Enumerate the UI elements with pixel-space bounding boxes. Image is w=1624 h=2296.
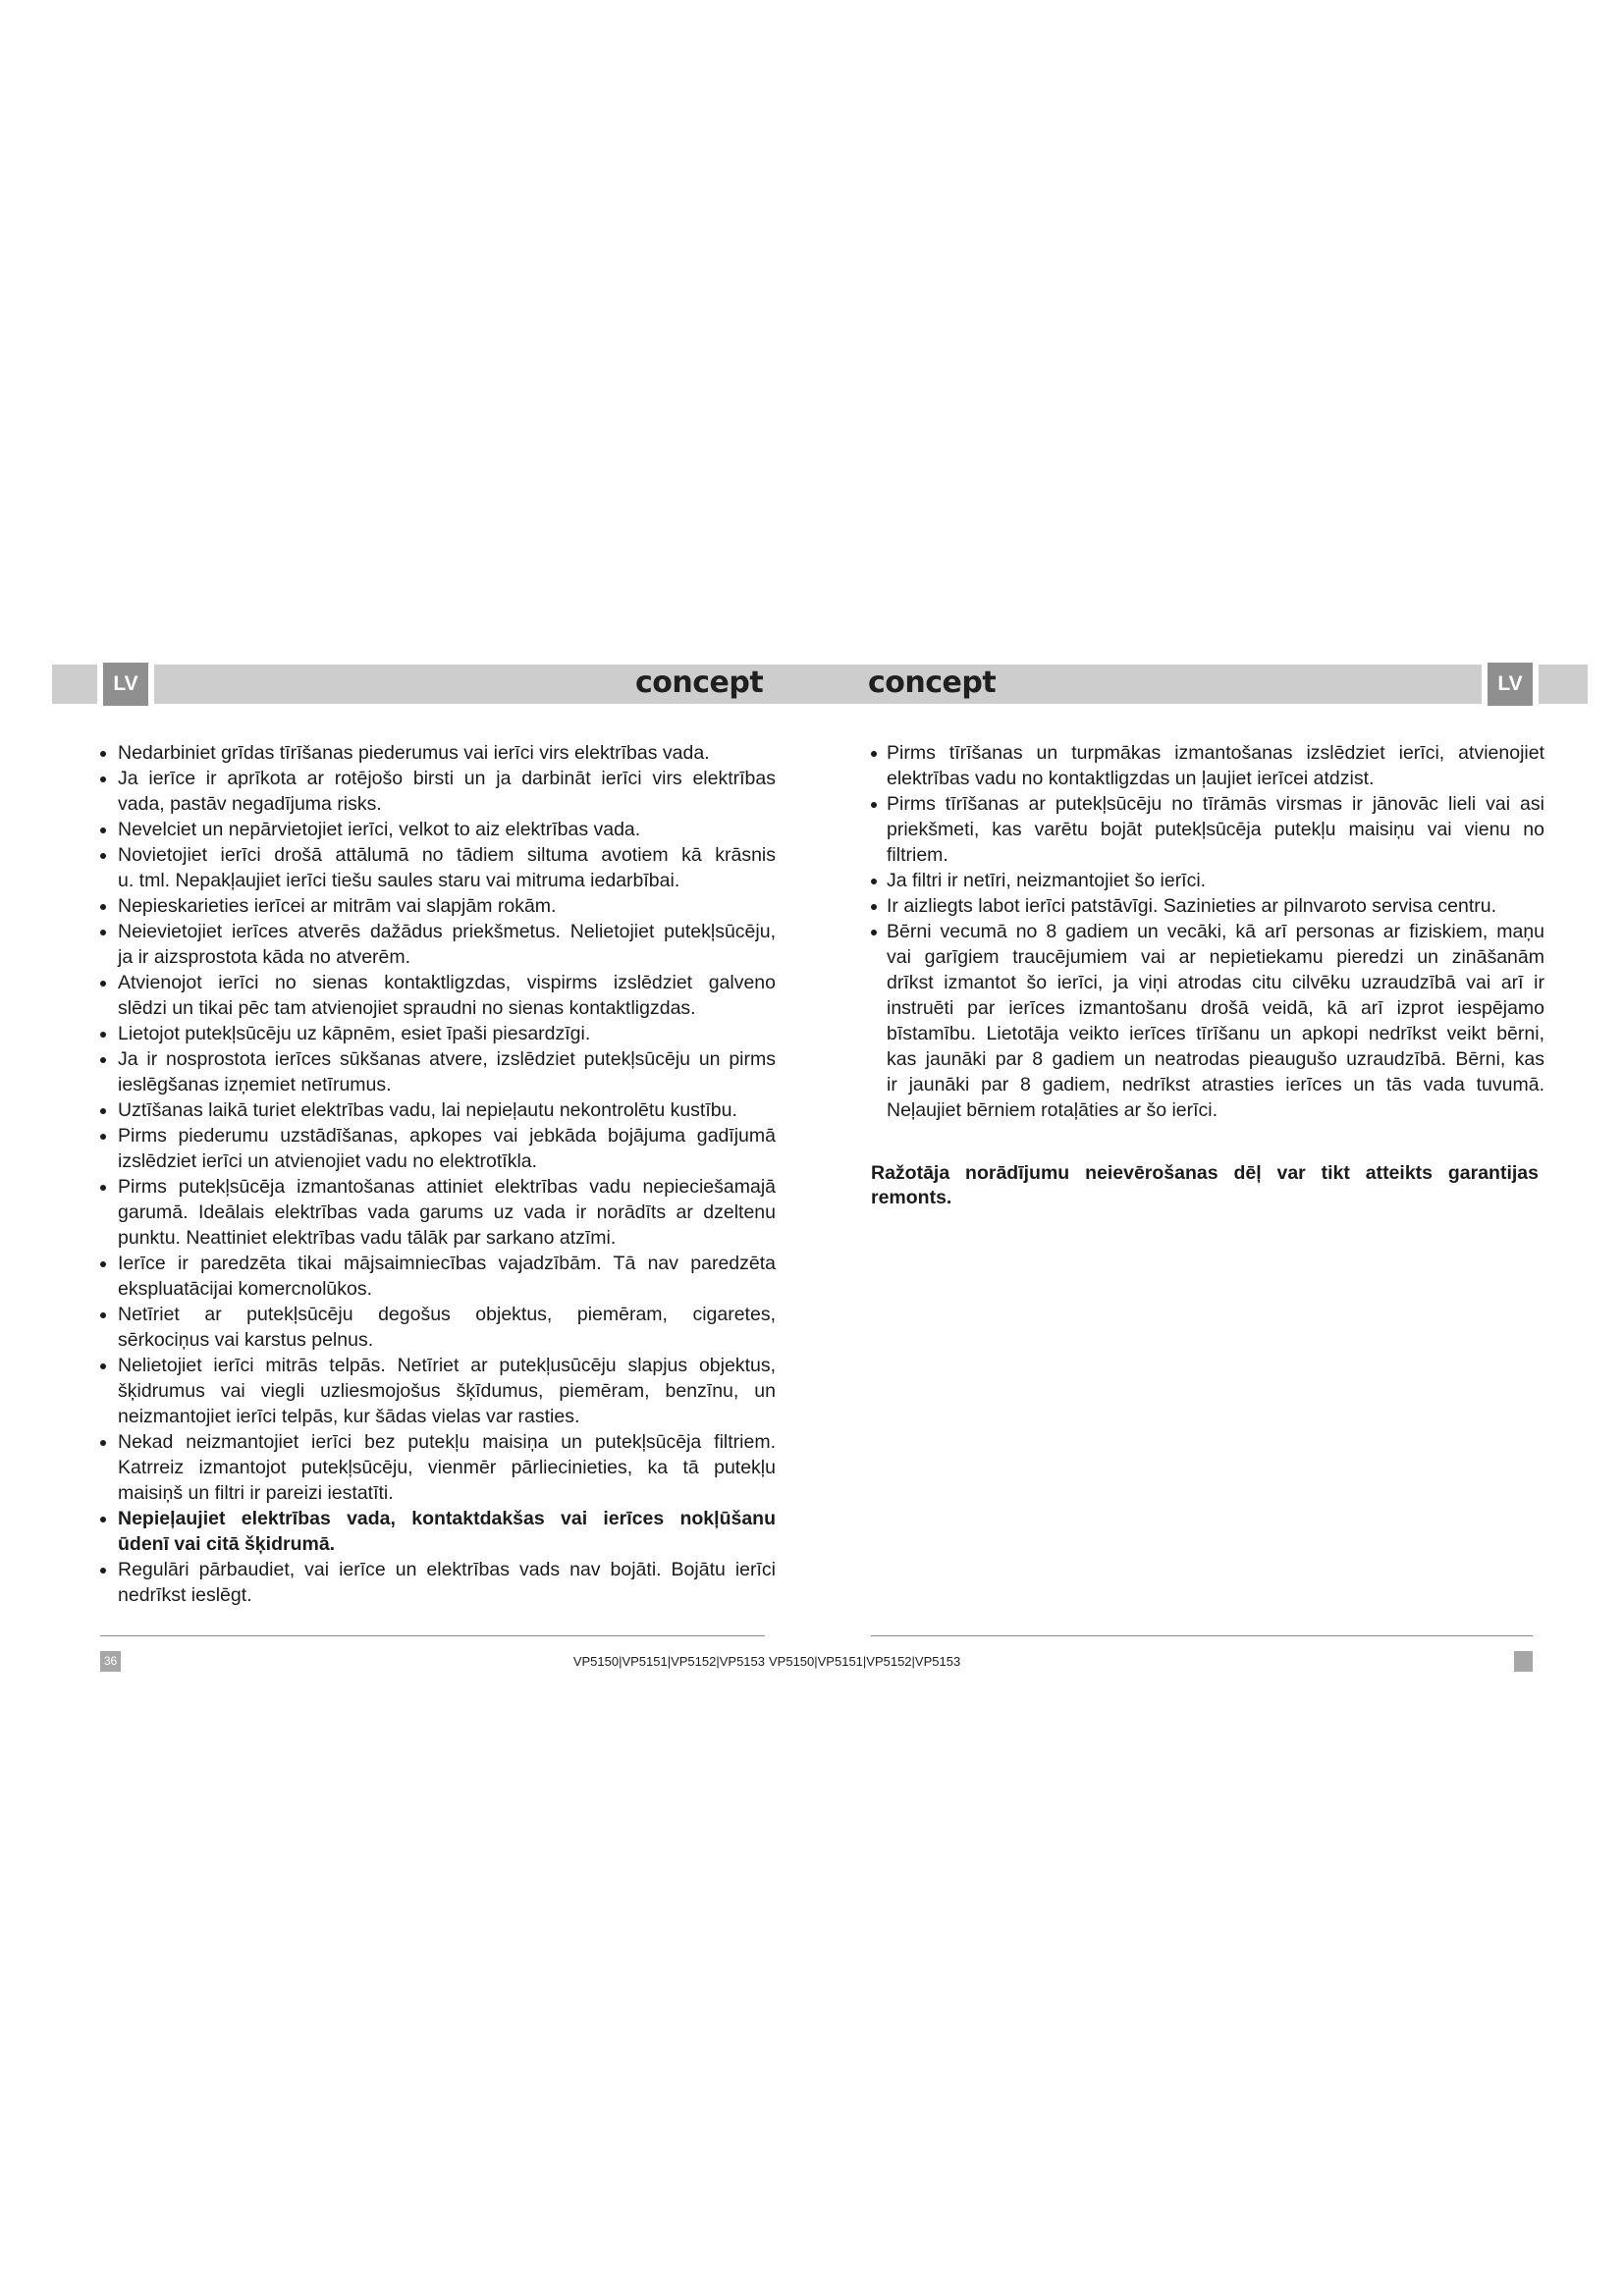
- footer-divider-right: [871, 1635, 1533, 1636]
- instruction-item: [98, 1557, 776, 1608]
- bullet: [100, 930, 106, 935]
- bullet: [100, 1108, 106, 1114]
- instruction-line: sērkociņus vai karstus pelnus.: [118, 1329, 374, 1351]
- instruction-line: Neļaujiet bērniem rotaļāties ar šo ierīci.: [887, 1099, 1218, 1121]
- instruction-line: slēdzi un tikai pēc tam atvienojiet spraudni no sienas kontaktligzdas.: [118, 997, 696, 1019]
- bullet: [100, 751, 106, 757]
- instruction-line: punktu. Neattiniet elektrības vadu tālāk par sarkano atzīmi.: [118, 1227, 617, 1249]
- left-page-instructions: [98, 740, 776, 1608]
- instruction-line: Ir aizliegts labot ierīci patstāvīgi. Sazinieties ar pilnvaroto servisa centru.: [887, 895, 1497, 917]
- instruction-item: [869, 791, 1546, 868]
- bullet: [100, 1185, 106, 1191]
- instruction-line: drīkst izmantot šo ierīci, ja viņi atrodas citu cilvēku uzraudzībā vai arī ir: [887, 972, 1544, 993]
- bullet: [871, 751, 877, 757]
- bullet: [871, 879, 877, 884]
- bullet: [100, 853, 106, 859]
- instruction-item: [98, 842, 776, 893]
- warranty-notice-line: Ražotāja norādījumu neievērošanas dēļ var tikt atteikts garantijas: [871, 1162, 1539, 1184]
- instruction-line: Nelietojiet ierīci mitrās telpās. Netīriet ar putekļusūcēju slapjus objektus,: [118, 1355, 776, 1376]
- bullet: [100, 1057, 106, 1063]
- bullet: [100, 828, 106, 833]
- instruction-line: ekspluatācijai komercnolūkos.: [118, 1278, 373, 1300]
- instruction-line: ūdenī vai citā šķidrumā.: [118, 1533, 336, 1555]
- bullet: [100, 1032, 106, 1038]
- instruction-item: [869, 740, 1546, 791]
- instruction-item: [869, 868, 1546, 893]
- instruction-line: Katrreiz izmantojot putekļsūcēju, vienmēr pārliecinieties, ka tā putekļu: [118, 1457, 776, 1478]
- instruction-line: šķidrumus vai viegli uzliesmojošus šķīdumus, piemēram, benzīnu, un: [118, 1380, 776, 1402]
- model-numbers-left: VP5150|VP5151|VP5152|VP5153: [572, 1654, 765, 1669]
- instruction-line: Ja filtri ir netīri, neizmantojiet šo ierīci.: [887, 870, 1207, 891]
- right-page-instructions: [869, 740, 1546, 1123]
- bullet: [871, 904, 877, 910]
- warranty-notice-line: remonts.: [871, 1187, 952, 1208]
- instruction-line: kas jaunāki par 8 gadiem un neatrodas pieaugušo uzraudzībā. Bērni, kas: [887, 1048, 1544, 1070]
- bullet: [871, 930, 877, 935]
- instruction-item: [98, 1174, 776, 1251]
- language-badge-right: LV: [1482, 663, 1539, 706]
- instruction-line: priekšmeti, kas varētu bojāt putekļsūcēja putekļu maisiņu vai vienu no: [887, 819, 1544, 840]
- instruction-item: [98, 1097, 776, 1123]
- instruction-line: Pirms tīrīšanas ar putekļsūcēju no tīrāmās virsmas ir jānovāc lieli vai asi: [887, 793, 1544, 815]
- instruction-line: neizmantojiet ierīci telpās, kur šādas vielas var rasties.: [118, 1406, 580, 1427]
- instruction-item: [98, 1021, 776, 1046]
- warranty-notice: [871, 1161, 1539, 1210]
- instruction-line: nedrīkst ieslēgt.: [118, 1584, 252, 1606]
- instruction-item: [98, 1046, 776, 1097]
- bullet: [100, 1517, 106, 1522]
- instruction-line: Atvienojot ierīci no sienas kontaktligzdas, vispirms izslēdziet galveno: [118, 972, 776, 993]
- instruction-line: Pirms tīrīšanas un turpmākas izmantošanas izslēdziet ierīci, atvienojiet: [887, 742, 1544, 764]
- instruction-line: Neievietojiet ierīces atverēs dažādus priekšmetus. Nelietojiet putekļsūcēju,: [118, 921, 776, 942]
- instruction-line: ir jaunāki par 8 gadiem, nedrīkst atrasties ierīces un tās vada tuvumā.: [887, 1074, 1544, 1095]
- instruction-line: vai garīgiem traucējumiem vai ar nepietiekamu pieredzi un zināšanām: [887, 946, 1544, 968]
- instruction-item: [98, 893, 776, 919]
- instruction-item-emphasized: [98, 1506, 776, 1557]
- instruction-item: [98, 919, 776, 970]
- instruction-line: vada, pastāv negadījuma risks.: [118, 793, 382, 815]
- bullet: [100, 904, 106, 910]
- bullet: [871, 802, 877, 808]
- bullet: [100, 776, 106, 782]
- bullet: [100, 1440, 106, 1446]
- instruction-item: [98, 1353, 776, 1429]
- instruction-line: Bērni vecumā no 8 gadiem un vecāki, kā arī personas ar fiziskiem, maņu: [887, 921, 1544, 942]
- instruction-line: Ja ir nosprostota ierīces sūkšanas atvere, izslēdziet putekļsūcēju un pirms: [118, 1048, 776, 1070]
- page-marker-square: [1514, 1651, 1533, 1672]
- instruction-item: [98, 1302, 776, 1353]
- instruction-line: Netīriet ar putekļsūcēju degošus objektus, piemēram, cigaretes,: [118, 1304, 776, 1325]
- instruction-line: Ja ierīce ir aprīkota ar rotējošo birsti un ja darbināt ierīci virs elektrības: [118, 768, 776, 789]
- instruction-line: bīstamību. Lietotāja veikto ierīces tīrīšanu un apkopi nedrīkst veikt bērni,: [887, 1023, 1544, 1044]
- instruction-line: instruēti par ierīces izmantošanu drošā veidā, kā arī izprot iespējamo: [887, 997, 1544, 1019]
- instruction-line: Nepieļaujiet elektrības vada, kontaktdakšas vai ierīces nokļūšanu: [118, 1508, 776, 1529]
- page-number: 36: [100, 1651, 121, 1672]
- instruction-line: Pirms piederumu uzstādīšanas, apkopes vai jebkāda bojājuma gadījumā: [118, 1125, 776, 1147]
- instruction-item: [98, 766, 776, 817]
- instruction-line: Nepieskarieties ierīcei ar mitrām vai slapjām rokām.: [118, 895, 557, 917]
- instruction-line: Ierīce ir paredzēta tikai mājsaimniecības vajadzībām. Tā nav paredzēta: [118, 1253, 776, 1274]
- instruction-line: Nedarbiniet grīdas tīrīšanas piederumus vai ierīci virs elektrības vada.: [118, 742, 710, 764]
- instruction-line: Lietojot putekļsūcēju uz kāpnēm, esiet īpaši piesardzīgi.: [118, 1023, 591, 1044]
- instruction-item: [98, 1251, 776, 1302]
- instruction-line: Nevelciet un nepārvietojiet ierīci, velkot to aiz elektrības vada.: [118, 819, 641, 840]
- instruction-item: [98, 817, 776, 842]
- instruction-line: izslēdziet ierīci un atvienojiet vadu no elektrotīkla.: [118, 1150, 538, 1172]
- instruction-line: maisiņš un filtri ir pareizi iestatīti.: [118, 1482, 394, 1504]
- instruction-line: Novietojiet ierīci drošā attālumā no tādiem siltuma avotiem kā krāsnis: [118, 844, 776, 866]
- instruction-item: [869, 893, 1546, 919]
- instruction-line: Nekad neizmantojiet ierīci bez putekļu maisiņa un putekļsūcēja filtriem.: [118, 1431, 776, 1453]
- instruction-line: Regulāri pārbaudiet, vai ierīce un elektrības vads nav bojāti. Bojātu ierīci: [118, 1559, 776, 1580]
- instruction-item: [98, 970, 776, 1021]
- instruction-item: [98, 1123, 776, 1174]
- bullet: [100, 1363, 106, 1369]
- instruction-line: filtriem.: [887, 844, 948, 866]
- instruction-line: garumā. Ideālais elektrības vada garums uz vada ir norādīts ar dzeltenu: [118, 1201, 776, 1223]
- footer-divider-left: [100, 1635, 765, 1636]
- model-numbers-right: VP5150|VP5151|VP5152|VP5153: [769, 1654, 961, 1669]
- instruction-line: Pirms putekļsūcēja izmantošanas attiniet elektrības vadu nepieciešamajā: [118, 1176, 776, 1198]
- instruction-item: [869, 919, 1546, 1123]
- instruction-line: elektrības vadu no kontaktligzdas un ļaujiet ierīcei atdzist.: [887, 768, 1375, 789]
- instruction-line: ja ir aizsprostota kāda no atverēm.: [118, 946, 411, 968]
- bullet: [100, 981, 106, 987]
- instruction-line: Uztīšanas laikā turiet elektrības vadu, lai nepieļautu nekontrolētu kustību.: [118, 1099, 737, 1121]
- instruction-item: [98, 740, 776, 766]
- brand-logo-left: concept: [635, 666, 764, 700]
- bullet: [100, 1261, 106, 1267]
- language-badge-left: LV: [97, 663, 154, 706]
- bullet: [100, 1568, 106, 1574]
- instruction-item: [98, 1429, 776, 1506]
- bullet: [100, 1134, 106, 1140]
- instruction-line: ieslēgšanas izņemiet netīrumus.: [118, 1074, 392, 1095]
- brand-logo-right: concept: [868, 666, 997, 700]
- header-bar: [52, 665, 1588, 704]
- bullet: [100, 1312, 106, 1318]
- instruction-line: u. tml. Nepakļaujiet ierīci tiešu saules staru vai mitruma iedarbībai.: [118, 870, 680, 891]
